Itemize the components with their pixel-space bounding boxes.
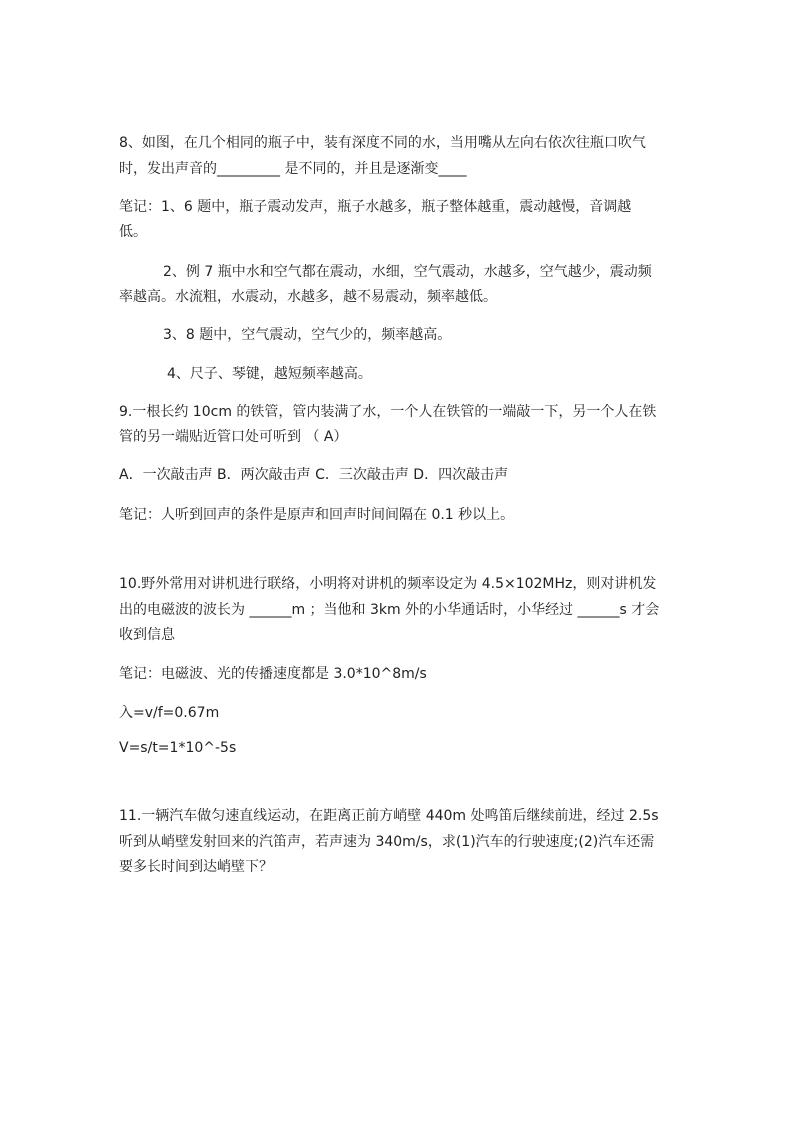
note-8-line-2: 低。 [119, 224, 147, 240]
note-8-item-4: 4、尺子、琴键，越短频率越高。 [167, 366, 372, 382]
question-9-line-1: 9.一根长约 10cm 的铁管，管内装满了水，一个人在铁管的一端敲一下，另一个人在铁 [119, 404, 657, 420]
note-10-line-3: V=s/t=1*10^-5s [119, 740, 237, 756]
note-10-line-1: 笔记：电磁波、光的传播速度都是 3.0*10^8m/s [119, 666, 427, 682]
note-8-item-3: 3、8 题中，空气震动，空气少的，频率越高。 [163, 327, 452, 343]
note-8-line-1: 笔记：1、6 题中，瓶子震动发声，瓶子水越多，瓶子整体越重，震动越慢，音调越 [119, 199, 632, 215]
note-8-item-2-line-1: 2、例 7 瓶中水和空气都在震动，水细，空气震动，水越多，空气越少，震动频 [163, 264, 652, 280]
question-8-line-2: 时，发出声音的_________ 是不同的，并且是逐渐变____ [119, 161, 467, 177]
question-11-line-2: 听到从峭壁发射回来的汽笛声，若声速为 340m/s，求(1)汽车的行驶速度;(2)汽车还需 [119, 834, 655, 850]
note-9: 笔记：人听到回声的条件是原声和回声时间间隔在 0.1 秒以上。 [119, 507, 515, 523]
question-9-options: A．一次敲击声 B．两次敲击声 C．三次敲击声 D．四次敲击声 [119, 467, 509, 483]
question-8-line-1: 8、如图，在几个相同的瓶子中，装有深度不同的水，当用嘴从左向右依次往瓶口吹气 [119, 135, 646, 151]
question-11-line-1: 11.一辆汽车做匀速直线运动，在距离正前方峭壁 440m 处鸣笛后继续前进，经过 2.5s [119, 808, 659, 824]
note-10-line-2: 入=v/f=0.67m [119, 705, 220, 721]
question-10-line-2: 出的电磁波的波长为 ______m ；当他和 3km 外的小华通话时，小华经过 ______s 才会 [119, 602, 660, 618]
question-9-line-2: 管的另一端贴近管口处可听到 （ A） [119, 429, 348, 445]
question-10-line-1: 10.野外常用对讲机进行联络，小明将对讲机的频率设定为 4.5×102MHz，则对讲机发 [119, 576, 657, 592]
question-11-line-3: 要多长时间到达峭壁下？ [119, 859, 273, 875]
note-8-item-2-line-2: 率越高。水流粗，水震动，水越多，越不易震动，频率越低。 [119, 289, 497, 305]
question-10-line-3: 收到信息 [119, 627, 175, 643]
